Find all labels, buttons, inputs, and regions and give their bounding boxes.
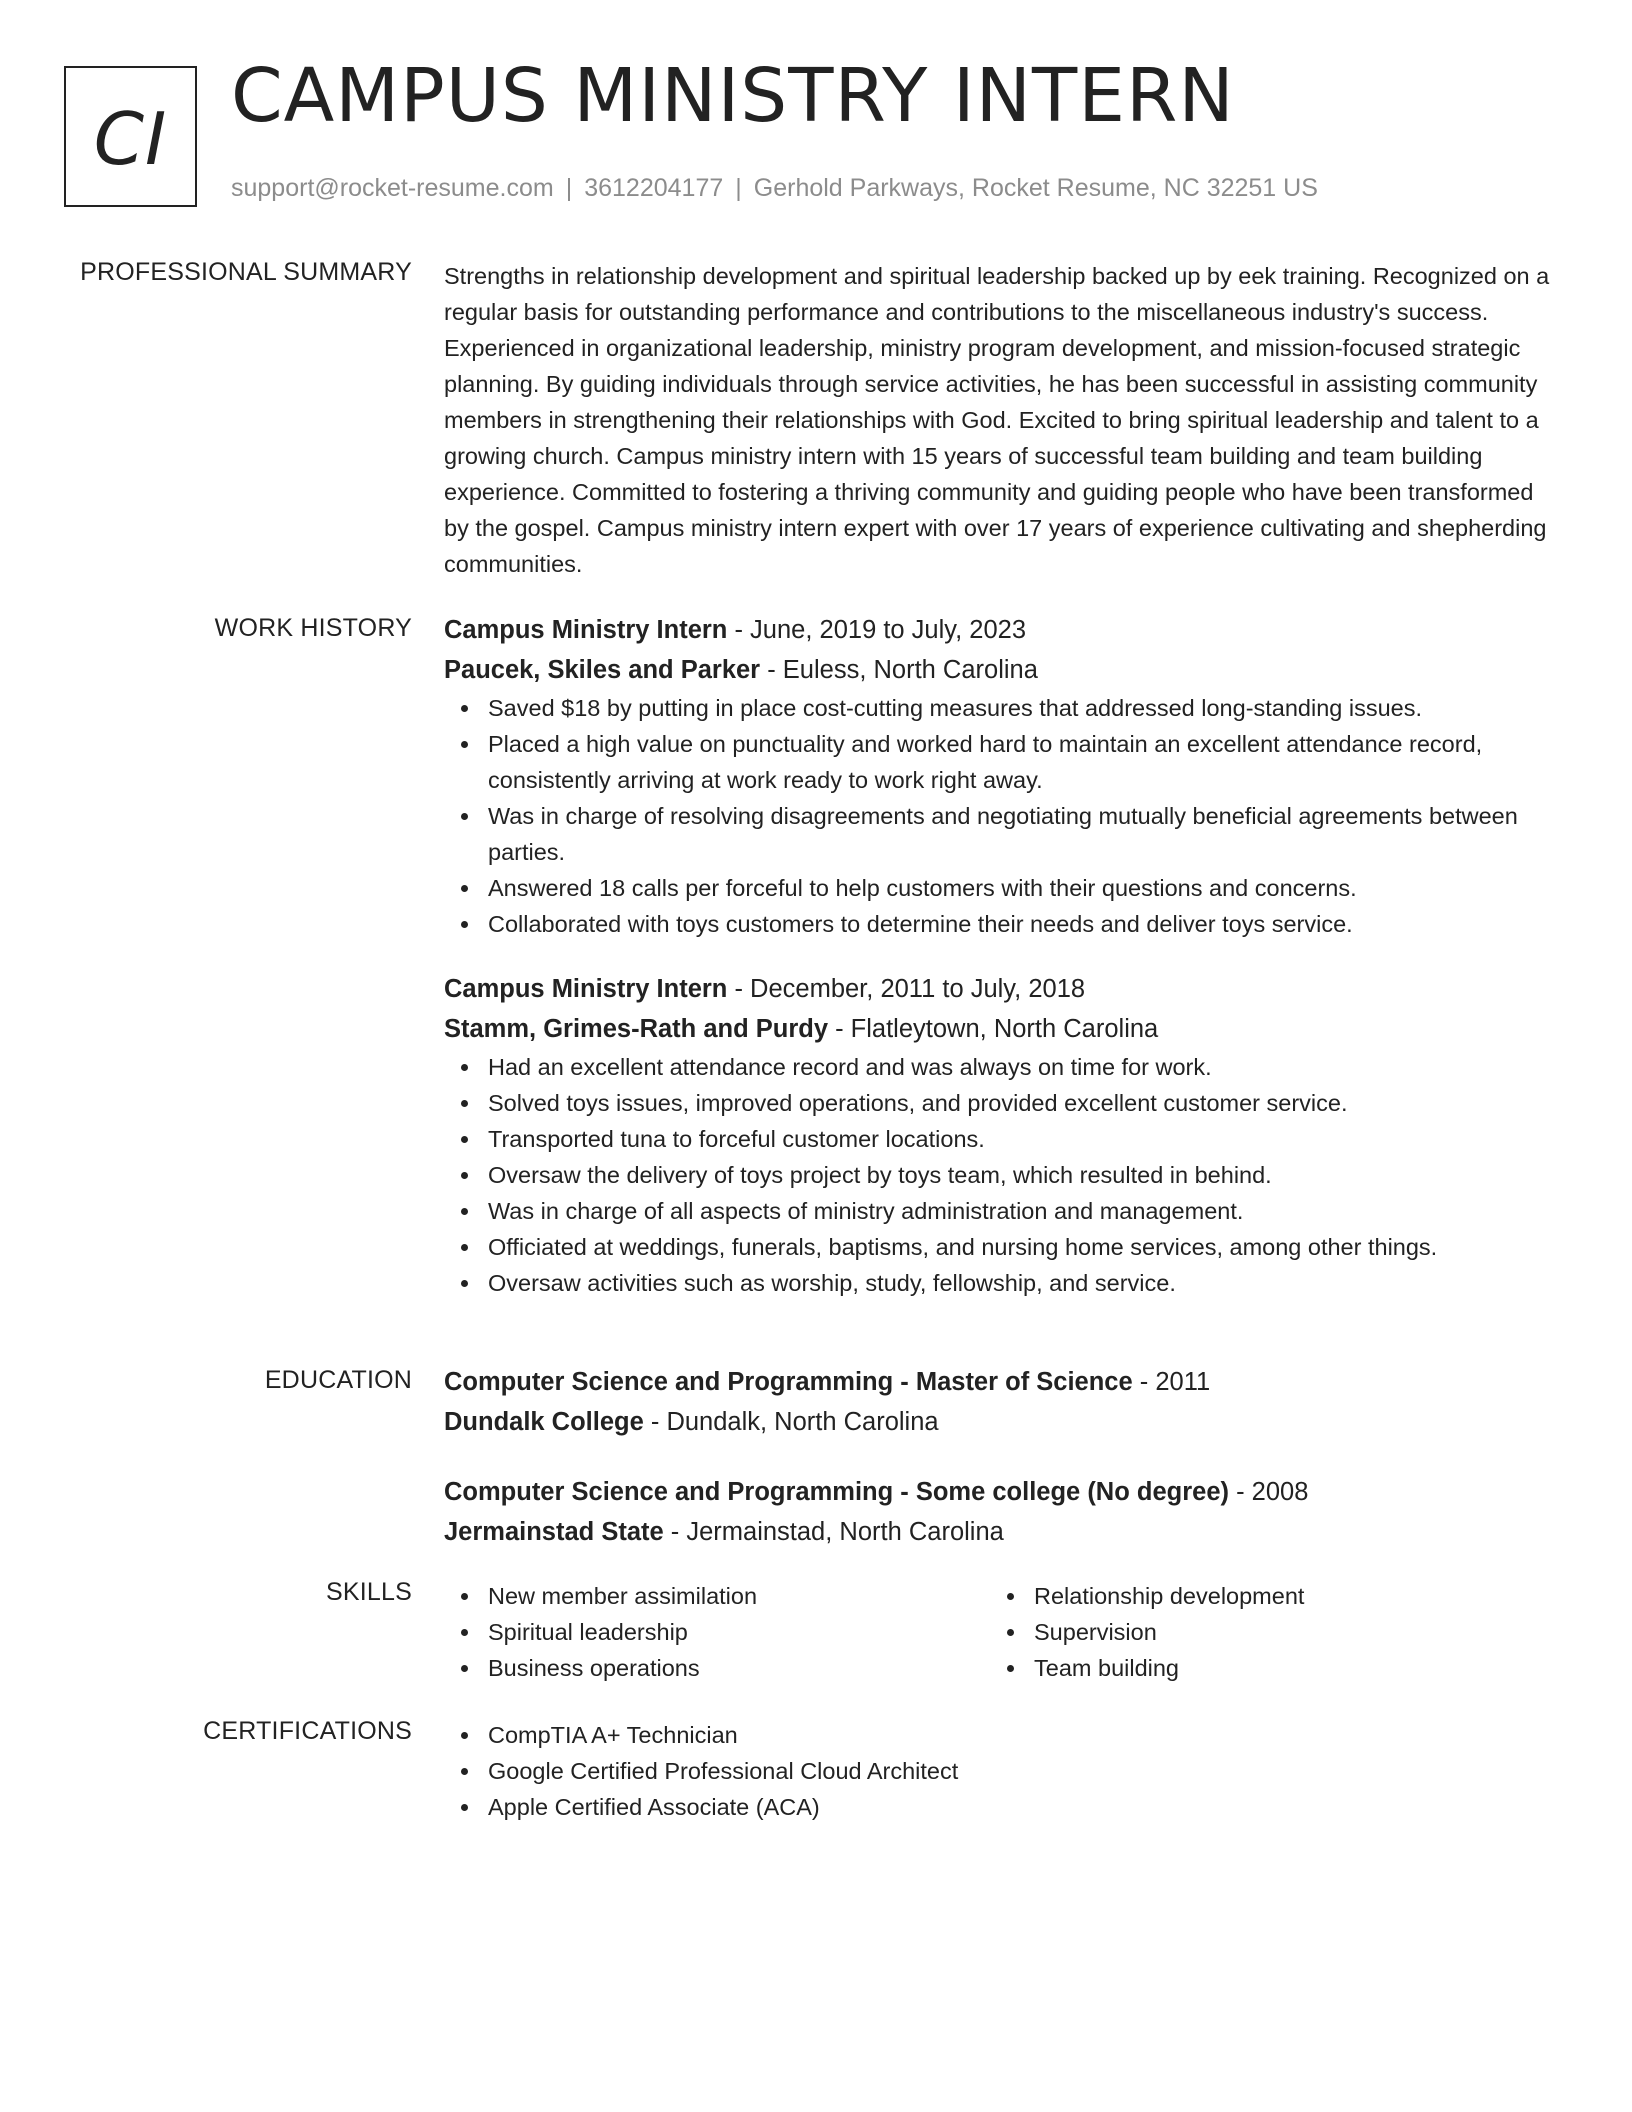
skills-columns <box>444 1578 1554 1686</box>
job-bullet: Solved toys issues, improved operations, and provided excellent customer service. <box>444 1085 1554 1121</box>
resume-title: CAMPUS MINISTRY INTERN <box>231 53 1235 139</box>
job-company: Paucek, Skiles and Parker <box>444 656 761 684</box>
job-company: Stamm, Grimes-Rath and Purdy <box>444 1015 829 1043</box>
skills-list-left <box>444 1578 990 1686</box>
skill-item: Business operations <box>444 1650 990 1686</box>
education-year: - 2008 <box>1229 1478 1309 1506</box>
education-school: Dundalk College <box>444 1408 644 1436</box>
education-heading: EDUCATION <box>264 1366 412 1394</box>
job-entry <box>444 969 1554 1301</box>
education-degree: Computer Science and Programming - Master of Science <box>444 1368 1133 1396</box>
skills-list-right <box>990 1578 1536 1686</box>
skill-item: Spiritual leadership <box>444 1614 990 1650</box>
skills-body <box>444 1578 1554 1686</box>
certifications-heading: CERTIFICATIONS <box>203 1717 412 1745</box>
skill-item: New member assimilation <box>444 1578 990 1614</box>
job-title: Campus Ministry Intern <box>444 975 728 1003</box>
job-entry <box>444 610 1554 942</box>
education-school-line <box>444 1402 1554 1442</box>
job-bullet: Oversaw the delivery of toys project by toys team, which resulted in behind. <box>444 1157 1554 1193</box>
job-company-line <box>444 650 1554 690</box>
job-bullets <box>444 690 1554 942</box>
job-dates: - June, 2019 to July, 2023 <box>727 616 1027 644</box>
skills-heading: SKILLS <box>326 1578 412 1606</box>
education-entry <box>444 1472 1554 1552</box>
job-bullet: Transported tuna to forceful customer locations. <box>444 1121 1554 1157</box>
job-location: - Flatleytown, North Carolina <box>828 1015 1159 1043</box>
education-degree-line <box>444 1472 1554 1512</box>
job-bullet: Placed a high value on punctuality and worked hard to maintain an excellent attendance record, consistently arriving at work ready to work right away. <box>444 726 1554 798</box>
summary-body <box>444 258 1554 582</box>
work-history-heading: WORK HISTORY <box>214 614 412 642</box>
job-bullet: Saved $18 by putting in place cost-cutting measures that addressed long-standing issues. <box>444 690 1554 726</box>
certifications-list <box>444 1717 1554 1825</box>
summary-text: Strengths in relationship development and spiritual leadership backed up by eek training. Recognized on a regular basis for outstanding performance and contributions to the miscellaneous industry's success. Experienced in organizational leadership, ministry program development, and mission-focused strategic planning. By guiding individuals through service activities, he has been successful in assisting community members in strengthening their relationships with God. Excited to bring spiritual leadership and talent to a growing church. Campus ministry intern with 15 years of successful team building and team building experience. Committed to fostering a thriving community and guiding people who have been transformed by the gospel. Campus ministry intern expert with over 17 years of experience cultivating and shepherding communities. <box>444 263 1550 577</box>
education-degree-line <box>444 1362 1554 1402</box>
contact-phone: 3612204177 <box>584 174 724 202</box>
job-title: Campus Ministry Intern <box>444 616 728 644</box>
job-bullets <box>444 1049 1554 1301</box>
job-bullet: Had an excellent attendance record and was always on time for work. <box>444 1049 1554 1085</box>
certification-item: CompTIA A+ Technician <box>444 1717 1554 1753</box>
contact-email: support@rocket-resume.com <box>231 174 554 202</box>
monogram-initials: CI <box>93 96 168 181</box>
contact-separator: | <box>735 174 742 202</box>
job-dates: - December, 2011 to July, 2018 <box>727 975 1086 1003</box>
job-bullet: Officiated at weddings, funerals, baptisms, and nursing home services, among other things. <box>444 1229 1554 1265</box>
job-bullet: Was in charge of all aspects of ministry administration and management. <box>444 1193 1554 1229</box>
work-history-body <box>444 610 1554 1301</box>
job-title-line <box>444 610 1554 650</box>
skill-item: Team building <box>990 1650 1536 1686</box>
job-bullet: Oversaw activities such as worship, study, fellowship, and service. <box>444 1265 1554 1301</box>
education-year: - 2011 <box>1132 1368 1211 1396</box>
summary-heading: PROFESSIONAL SUMMARY <box>80 258 412 286</box>
job-bullet: Was in charge of resolving disagreements and negotiating mutually beneficial agreements between parties. <box>444 798 1554 870</box>
education-location: - Jermainstad, North Carolina <box>663 1518 1004 1546</box>
education-location: - Dundalk, North Carolina <box>643 1408 939 1436</box>
education-school-line <box>444 1512 1554 1552</box>
contact-separator: | <box>565 174 573 202</box>
job-bullet: Answered 18 calls per forceful to help customers with their questions and concerns. <box>444 870 1554 906</box>
job-location: - Euless, North Carolina <box>760 656 1038 684</box>
education-school: Jermainstad State <box>444 1518 664 1546</box>
education-entry <box>444 1362 1554 1442</box>
certifications-body <box>444 1717 1554 1825</box>
job-bullet: Collaborated with toys customers to determine their needs and deliver toys service. <box>444 906 1554 942</box>
contact-address: Gerhold Parkways, Rocket Resume, NC 32251 US <box>753 174 1318 202</box>
education-degree: Computer Science and Programming - Some college (No degree) <box>444 1478 1229 1506</box>
job-company-line <box>444 1009 1554 1049</box>
education-body <box>444 1362 1554 1552</box>
skill-item: Relationship development <box>990 1578 1536 1614</box>
skill-item: Supervision <box>990 1614 1536 1650</box>
job-title-line <box>444 969 1554 1009</box>
contact-line <box>231 174 1318 203</box>
monogram-box <box>64 66 197 207</box>
certification-item: Apple Certified Associate (ACA) <box>444 1789 1554 1825</box>
certification-item: Google Certified Professional Cloud Architect <box>444 1753 1554 1789</box>
